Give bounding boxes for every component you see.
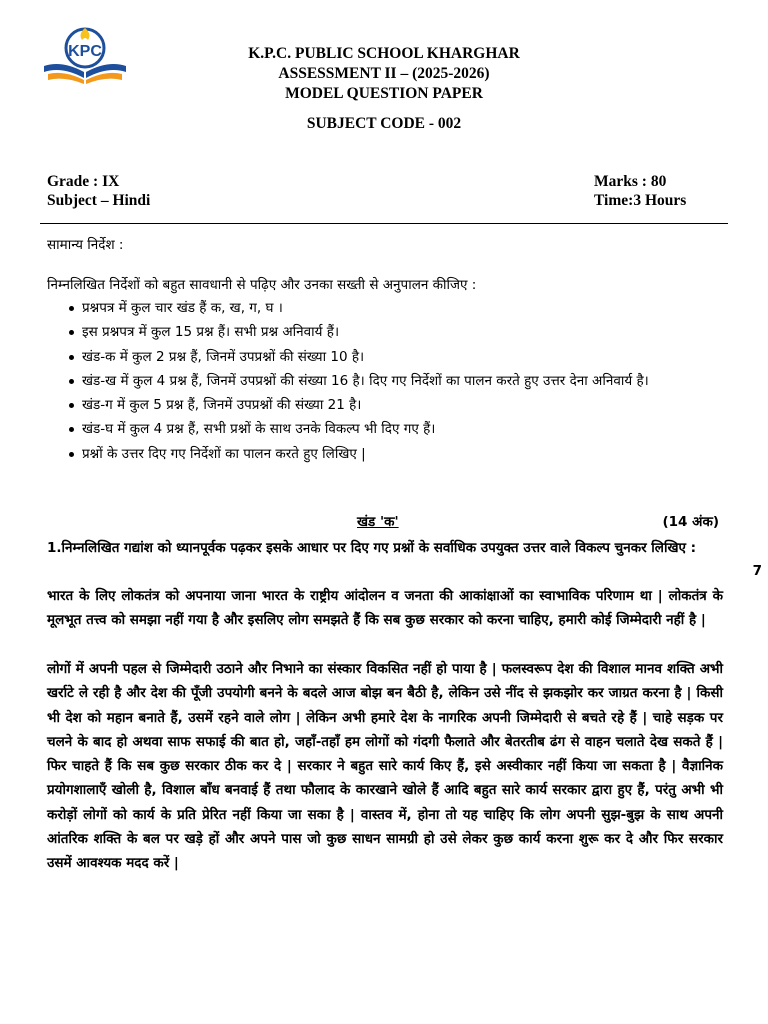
instruction-text: खंड-क में कुल 2 प्रश्न हैं, जिनमें उपप्रश्नों की संख्या 10 है। <box>82 348 365 365</box>
list-item <box>47 296 723 320</box>
instruction-text: प्रश्नों के उत्तर दिए गए निर्देशों का पालन करते हुए लिखिए | <box>82 445 366 462</box>
passage-paragraph-1: भारत के लिए लोकतंत्र को अपनाया जाना भारत के राष्ट्रीय आंदोलन व जनता की आकांक्षाओं का स्वाभाविक परिणाम था | लोकतंत्र के मूलभूत तत्त्व को समझा नहीं गया है और इसलिए लोग समझते हैं कि सब कुछ सरकार को करना चाहिए, हमारी कोई जिम्मेदारी नहीं है | <box>47 588 723 629</box>
logo-text: KPC <box>68 43 102 60</box>
instructions-intro: निम्नलिखित निर्देशों को बहुत सावधानी से पढ़िए और उनका सख्ती से अनुपालन कीजिए : <box>47 277 477 293</box>
question-1-prompt: 1.निम्नलिखित गद्यांश को ध्यानपूर्वक पढ़कर इसके आधार पर दिए गए प्रश्नों के सर्वाधिक उपयुक्त उत्तर वाले विकल्प चुनकर लिखिए : <box>47 540 697 556</box>
instruction-text: इस प्रश्नपत्र में कुल 15 प्रश्न हैं। सभी प्रश्न अनिवार्य हैं। <box>82 324 340 341</box>
question-1-marks: 7 <box>752 563 762 579</box>
subject-code: SUBJECT CODE - 002 <box>306 115 462 132</box>
list-item <box>47 369 723 393</box>
assessment-title: ASSESSMENT II – (2025-2026) <box>278 65 490 82</box>
school-name: K.P.C. PUBLIC SCHOOL KHARGHAR <box>248 45 520 62</box>
passage-paragraph-2: लोगों में अपनी पहल से जिम्मेदारी उठाने और निभाने का संस्कार विकसित नहीं हो पाया है | फलस्वरूप देश की विशाल मानव शक्ति अभी खर्राटे ले रही है और देश की पूँजी उपयोगी बनने के बदले आज बोझ बन बैठी है, लेकिन उसे नींद से झकझोर कर जाग्रत करना है | किसी भी देश को महान बनाते हैं, उसमें रहने वाले लोग | लेकिन अभी हमारे देश के नागरिक अपनी जिम्मेदारी से बचते रहे हैं | चाहे सड़क पर चलने के बाद हो अथवा साफ सफाई की बात हो, जहाँ-तहाँ हम लोगों को गंदगी फैलाते और बेतरतीब ढंग से वाहन चलाते देख सकते हैं | फिर चाहते हैं कि सब कुछ सरकार ठीक कर दे | सरकार ने बहुत सारे कार्य किए हैं, इसे अस्वीकार नहीं किया जा सकता है | वैज्ञानिक प्रयोगशालाएँ खोली है, विशाल बाँध बनवाई हैं तथा फौलाद के कारखाने खोले हैं आदि बहुत सारे कार्य सरकार द्वारा हुए हैं, परंतु अभी भी करोड़ों लोगों को कार्य के प्रति प्रेरित नहीं किया जा सका है | वास्तव में, होना तो यह चाहिए कि लोग अपनी सुझ-बुझ के साथ अपनी आंतरिक शक्ति के बल पर खड़े हों और अपने पास जो कुछ साधन सामग्री हो उसे लेकर कुछ कार्य करना शुरू कर दे और फिर सरकार उसमें आवश्यक मदद करें | <box>47 661 723 872</box>
bullet-icon <box>69 355 74 360</box>
header-divider <box>40 223 728 224</box>
list-item <box>47 393 723 417</box>
instruction-text: प्रश्नपत्र में कुल चार खंड हैं क, ख, ग, घ । <box>82 300 283 316</box>
marks-label: Marks : 80 <box>594 173 667 190</box>
section-marks: (14 अंक) <box>662 514 719 530</box>
list-item <box>47 320 723 344</box>
bullet-icon <box>69 452 74 457</box>
list-item <box>47 442 723 466</box>
grade-label: Grade : IX <box>47 173 120 190</box>
instructions-list <box>47 296 723 466</box>
bullet-icon <box>69 379 74 384</box>
list-item <box>47 417 723 441</box>
list-item <box>47 345 723 369</box>
paper-title: MODEL QUESTION PAPER <box>285 85 483 102</box>
time-label: Time:3 Hours <box>594 192 687 209</box>
subject-label: Subject – Hindi <box>47 192 151 209</box>
instruction-text: खंड-ख में कुल 4 प्रश्न हैं, जिनमें उपप्रश्नों की संख्या 16 है। दिए गए निर्देशों का पालन करते हुए उत्तर देना अनिवार्य है। <box>82 372 649 389</box>
bullet-icon <box>69 306 74 311</box>
section-title: खंड 'क' <box>357 514 399 530</box>
instruction-text: खंड-ग में कुल 5 प्रश्न हैं, जिनमें उपप्रश्नों की संख्या 21 है। <box>82 397 362 414</box>
instructions-heading: सामान्य निर्देश : <box>47 237 124 253</box>
instruction-text: खंड-घ में कुल 4 प्रश्न हैं, सभी प्रश्नों के साथ उनके विकल्प भी दिए गए हैं। <box>82 421 436 438</box>
